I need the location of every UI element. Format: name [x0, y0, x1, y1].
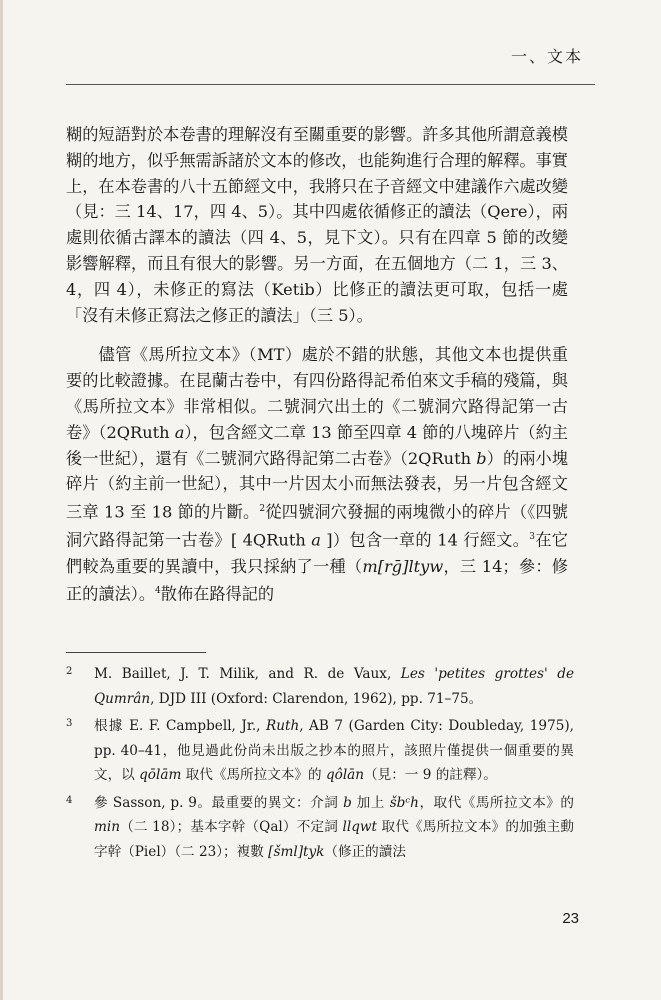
- running-head: 一、文本: [510, 47, 583, 66]
- italic-run: a: [311, 530, 321, 550]
- italic-run: qôlān: [325, 767, 365, 783]
- text-run: ）的兩小塊碎片（約主前一世紀），其中一片因太小而無法發表，另一片包含經文三章 13 至 18 節的片斷。: [66, 448, 569, 522]
- paragraph-2: [66, 342, 568, 607]
- footnote-number: 2: [66, 666, 73, 677]
- text-run: 從四號洞穴發掘的兩塊微小的碎片（《四號洞穴路得記第一古卷》[ 4QRuth: [66, 502, 568, 550]
- italic-run: llqwt: [342, 819, 377, 835]
- italic-run: Ruth: [266, 718, 300, 734]
- italic-run: min: [94, 819, 120, 835]
- footnote-number: 4: [66, 794, 73, 806]
- paragraph-1: 糊的短語對於本卷書的理解沒有至關重要的影響。許多其他所謂意義模糊的地方，似乎無需訴諸於文本的修改，也能夠進行合理的解釋。事實上，在本卷書的八十五節經文中，我將只在子音經文中建議作六處改變（見：三 14、17，四 4、5）。其中四處依循修正的讀法（Qere），兩處則依循古譯本的讀法（四 4、5，見下文）。只有在四章 5 節的改變影響解釋，而且有很大的影響。另一方面，在五個地方（二 1，三 3、4，四 4），未修正的寫法（Ketib）比修正的讀法更可取，包括一處「沒有未修正寫法之修正的讀法」（三 5）。: [66, 125, 568, 325]
- text-run: 加上: [351, 794, 390, 811]
- footnote-ref: 4: [155, 586, 161, 597]
- text-run: （二 18）；基本字幹（Qal）不定詞: [120, 819, 343, 835]
- text-run: 取代《馬所拉文本》的加強主動字幹（Piel）（二 23）；複數: [94, 819, 574, 860]
- footnote: [66, 791, 574, 865]
- footnote-ref: 3: [529, 532, 536, 543]
- footnote: [66, 662, 574, 711]
- text-run: ，三 14；參：修正的讀法）。: [66, 556, 568, 604]
- footnote: [66, 714, 574, 788]
- italic-run: qōlām: [139, 767, 182, 783]
- header-rule: [66, 84, 595, 85]
- italic-run: Les 'petites grottes' de Qumrân: [94, 666, 574, 707]
- text-run: ]）包含一章的 14 行經文。: [320, 530, 530, 550]
- text-run: 散佈在路得記的: [160, 584, 275, 604]
- text-run: ，取代《馬所拉文本》的: [418, 794, 574, 811]
- footnotes: [66, 662, 574, 867]
- text-run: （見：一 9 的註釋）。: [364, 767, 497, 783]
- footnote-number: 3: [66, 718, 73, 729]
- footnote-text: [94, 714, 574, 788]
- page-edge: [0, 0, 3, 1000]
- footnote-text: [94, 662, 574, 711]
- footnote-ref: 2: [259, 504, 266, 515]
- page-number: 23: [562, 910, 579, 927]
- italic-run: m[rḡ]ltyw: [362, 556, 444, 576]
- text-run: 根據 E. F. Campbell, Jr.,: [94, 718, 266, 734]
- italic-run: b: [343, 794, 352, 811]
- main-text: [66, 122, 568, 608]
- text-run: （修正的讀法: [324, 843, 406, 860]
- italic-run: a: [174, 422, 185, 442]
- italic-run: [šml]tyk: [268, 843, 325, 860]
- text-run: 參 Sasson, p. 9。最重要的異文：介詞: [94, 794, 344, 811]
- footnote-rule: [66, 652, 206, 653]
- italic-run: šbᶜh: [389, 794, 419, 811]
- text-run: , AB 7 (Garden City: Doubleday, 1975), pp. 40–41，他見過此份尚未出版之抄本的照片，該照片僅提供一個重要的異文，以: [94, 718, 574, 783]
- text-run: , DJD III (Oxford: Clarendon, 1962), pp. 71–75。: [150, 690, 483, 707]
- text-run: M. Baillet, J. T. Milik, and R. de Vaux,: [94, 666, 401, 682]
- text-run: 儘管《馬所拉文本》（MT）處於不錯的狀態，其他文本也提供重要的比較證據。在昆蘭古卷中，有四份路得記希伯來文手稿的殘篇，與《馬所拉文本》非常相似。二號洞穴出土的《二號洞穴路得記第一古卷》（2QRuth: [66, 345, 568, 442]
- text-run: ），包含經文二章 13 節至四章 4 節的八塊碎片（約主後一世紀），還有《二號洞穴路得記第二古卷》（2QRuth: [66, 422, 568, 468]
- italic-run: b: [476, 448, 487, 468]
- text-run: 取代《馬所拉文本》的: [181, 767, 326, 783]
- text-run: 在它們較為重要的異讀中，我只採納了一種（: [66, 530, 568, 576]
- footnote-text: [94, 791, 574, 865]
